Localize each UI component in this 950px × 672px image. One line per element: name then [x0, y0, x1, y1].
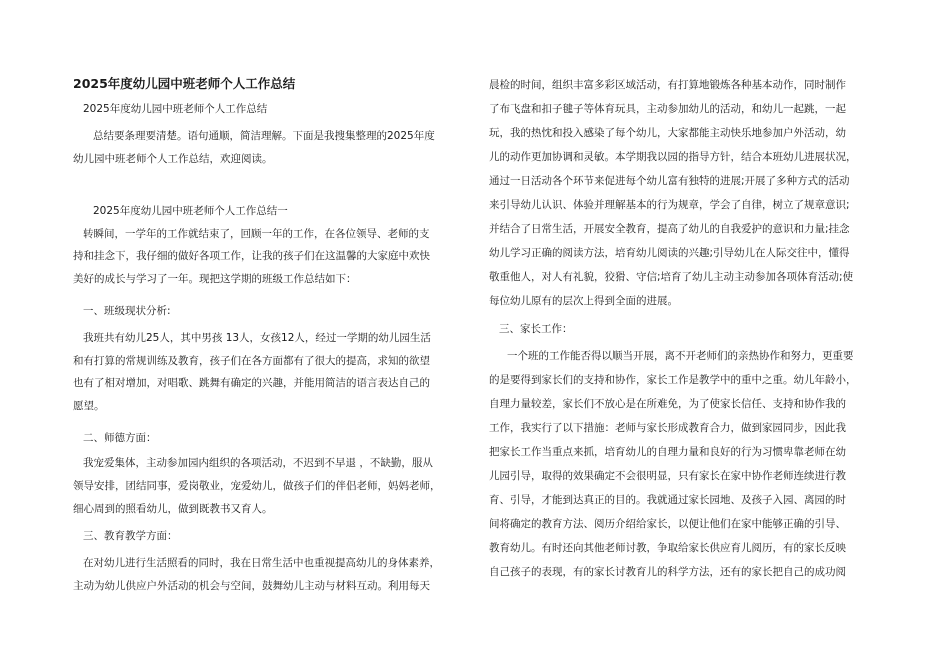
paragraph-line: 间将确定的教育方法、阅历介绍给家长，以便让他们在家中能够正确的引导、	[489, 518, 846, 530]
paragraph-line: 愿望。	[73, 400, 105, 412]
paragraph-line: 美好的成长与学习了一年。现把这学期的班级工作总结如下：	[73, 273, 357, 285]
document-title: 2025年度幼儿园中班老师个人工作总结	[73, 76, 296, 91]
paragraph-line: 工作，我实行了以下措施：老师与家长形成教育合力，做到家园同步，因此我	[489, 422, 846, 434]
paragraph-line: 育、引导，才能到达真正的目的。我就通过家长园地、及孩子入园、离园的时	[489, 494, 846, 506]
paragraph-line: 了布飞盘和扣子毽子等体育玩具，主动参加幼儿的活动，和幼儿一起跳，一起	[489, 103, 846, 115]
section-heading: 二、师德方面：	[83, 432, 157, 444]
paragraph-line: 自理力量较差，家长们不放心是在所难免，为了使家长信任、支持和协作我的	[489, 398, 846, 410]
paragraph-line: 幼儿学习正确的阅读方法，培育幼儿阅读的兴趣;引导幼儿在人际交往中，懂得	[489, 247, 850, 259]
paragraph-line: 自己孩子的表现，有的家长讨教育儿的科学方法，还有的家长把自己的成功阅	[489, 566, 846, 578]
paragraph-line: 来引导幼儿认识、体验并理解基本的行为规章，学会了自律，树立了规章意识;	[489, 199, 850, 211]
section-heading: 三、教育教学方面：	[83, 530, 178, 542]
paragraph-line: 儿的动作更加协调和灵敏。本学期我以园的指导方针，结合本班幼儿进展状况，	[489, 151, 857, 163]
paragraph-line: 我宠爱集体，主动参加园内组织的各项活动，不迟到不早退 ，不缺勤，服从	[83, 457, 433, 469]
paragraph-line: 把家长工作当重点来抓，培育幼儿的自理力量和良好的行为习惯卑靠老师在幼	[489, 446, 846, 458]
paragraph-line: 转瞬间，一学年的工作就结束了，回顾一年的工作，在各位领导、老师的支	[83, 228, 430, 240]
paragraph-line: 幼儿园中班老师个人工作总结，欢迎阅读。	[73, 153, 273, 165]
paragraph-line: 领导安排，团结同事，爱岗敬业，宠爱幼儿，做孩子们的伴侣老师，妈妈老师，	[73, 480, 441, 492]
paragraph-line: 也有了相对增加，对唱歌、跳舞有确定的兴趣，并能用简洁的语言表达自己的	[73, 377, 430, 389]
section-heading: 一、班级现状分析:	[83, 305, 171, 317]
paragraph-line: 我班共有幼儿25人，其中男孩 13人，女孩12人，经过一学期的幼儿园生活	[83, 332, 431, 344]
section-heading: 三、家长工作：	[499, 323, 573, 335]
paragraph-line: 儿园引导，取得的效果确定不会很明显，只有家长在家中协作老师连续进行教	[489, 470, 846, 482]
paragraph-line: 教育幼儿。有时还向其他老师讨教，争取给家长供应育儿阅历，有的家长反映	[489, 542, 846, 554]
paragraph-line: 晨检的时间，组织丰富多彩区域活动，有打算地锻炼各种基本动作，同时制作	[489, 79, 846, 91]
subtitle-line: 2025年度幼儿园中班老师个人工作总结	[83, 103, 268, 115]
paragraph-line: 的是要得到家长们的支持和协作，家长工作是教学中的重中之重。幼儿年龄小，	[489, 374, 857, 386]
paragraph-line: 总结要条理要清楚。语句通顺，简洁理解。下面是我搜集整理的2025年度	[93, 130, 435, 142]
paragraph-line: 敬重他人，对人有礼貌，狡猾、守信;培育了幼儿主动主动参加各项体育活动;使	[489, 271, 854, 283]
paragraph-line: 持和挂念下，我仔细的做好各项工作，让我的孩子们在这温馨的大家庭中欢快	[73, 250, 430, 262]
paragraph-line: 玩，我的热忱和投入感染了每个幼儿，大家都能主动快乐地参加户外活动，幼	[489, 127, 846, 139]
paragraph-line: 一个班的工作能否得以顺当开展，离不开老师们的亲热协作和努力，更重要	[507, 350, 854, 362]
paragraph-line: 在对幼儿进行生活照看的同时，我在日常生活中也重视提高幼儿的身体素养，	[83, 557, 440, 569]
paragraph-line: 通过一日活动各个环节来促进每个幼儿富有独特的进展;开展了多种方式的活动	[489, 175, 850, 187]
paragraph-line: 并结合了日常生活，开展安全教育，提高了幼儿的自我爱护的意识和力量;挂念	[489, 223, 850, 235]
paragraph-line: 主动为幼儿供应户外活动的机会与空间，鼓舞幼儿主动与材料互动。利用每天	[73, 580, 430, 592]
section-heading: 2025年度幼儿园中班老师个人工作总结一	[93, 205, 288, 217]
paragraph-line: 细心周到的照看幼儿，做到既教书又育人。	[73, 503, 273, 515]
paragraph-line: 和有打算的常规训练及教育，孩子们在各方面都有了很大的提高，求知的欲望	[73, 355, 430, 367]
paragraph-line: 每位幼儿原有的层次上得到全面的进展。	[489, 295, 678, 307]
